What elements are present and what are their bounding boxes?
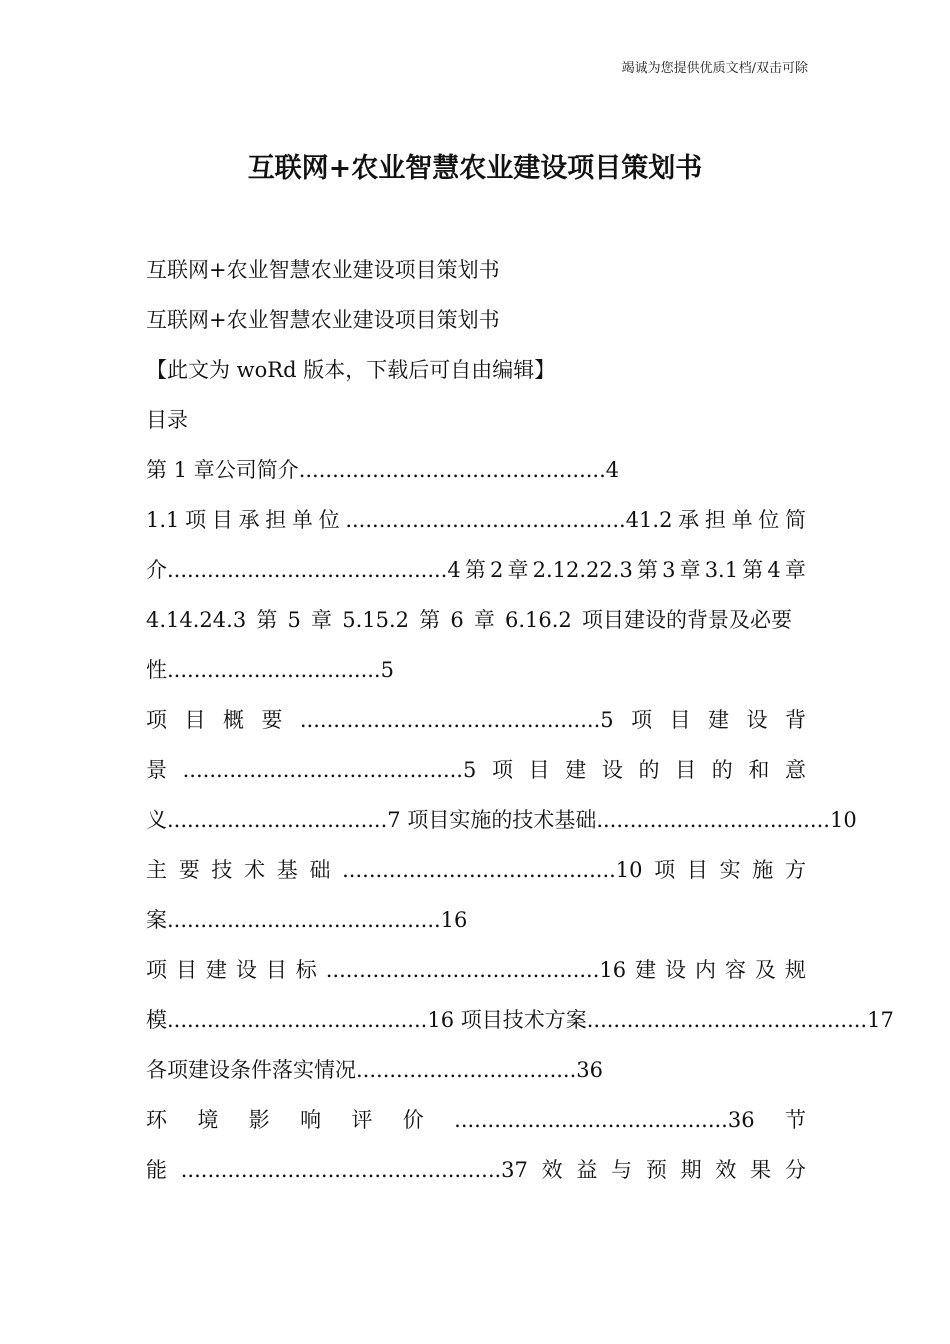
toc-segment: 分 <box>784 1158 806 1182</box>
toc-segment: 概 <box>222 708 244 732</box>
toc-segment: 第 <box>636 558 658 582</box>
toc-segment: 项 <box>146 958 167 982</box>
toc-segment: 目 <box>528 758 550 782</box>
toc-segment: 响 <box>300 1108 322 1132</box>
toc-segment: 与 <box>611 1158 633 1182</box>
toc-segment: 位 <box>758 508 780 532</box>
toc-segment: 2.12.22.3 <box>532 558 633 582</box>
body-line-1: 互联网+农业智慧农业建设项目策划书 <box>146 258 500 282</box>
toc-segment: 3 <box>662 558 676 582</box>
toc-segment: 和 <box>748 758 770 782</box>
edit-note-line: 【此文为 woRd 版本，下载后可自由编辑】 <box>146 358 556 382</box>
toc-segment: 4.14.24.3 <box>146 608 247 632</box>
toc-segment: 及 <box>754 958 776 982</box>
toc-segment: 环 <box>146 1108 167 1132</box>
toc-segment: 担 <box>265 508 287 532</box>
toc-line-18 <box>146 1105 806 1135</box>
toc-line-7 <box>146 555 806 585</box>
toc-segment: 第 <box>419 608 441 632</box>
toc-segment: 项 <box>654 858 676 882</box>
toc-segment: 内 <box>695 958 716 982</box>
toc-segment: 1.1 <box>146 508 180 532</box>
toc-segment: 目 <box>211 508 233 532</box>
toc-segment: 项 <box>146 708 167 732</box>
toc-line-15 <box>146 955 806 985</box>
toc-segment: 6 <box>450 608 464 632</box>
toc-segment: ................................................37 <box>180 1158 528 1182</box>
toc-segment: 目 <box>184 708 206 732</box>
toc-segment: 第 <box>464 558 486 582</box>
toc-segment: 章 <box>507 558 529 582</box>
toc-segment: 基 <box>276 858 298 882</box>
toc-segment: 效 <box>715 1158 737 1182</box>
toc-segment: 技 <box>211 858 233 882</box>
toc-segment: 期 <box>680 1158 702 1182</box>
toc-segment: 方 <box>784 858 806 882</box>
toc-segment: 目 <box>686 858 708 882</box>
toc-segment: 承 <box>238 508 260 532</box>
toc-segment: 能 <box>146 1158 167 1182</box>
toc-segment: 建 <box>565 758 587 782</box>
toc-segment: 施 <box>752 858 774 882</box>
toc-segment: 项目建设的背景及必要 <box>581 608 792 632</box>
toc-segment: 景 <box>146 758 167 782</box>
toc-line-14: 案.........................................16 <box>146 908 468 932</box>
toc-segment: 章 <box>679 558 701 582</box>
toc-segment: 实 <box>719 858 741 882</box>
toc-segment: 的 <box>638 758 660 782</box>
toc-segment: 评 <box>351 1108 373 1132</box>
toc-segment: 单 <box>291 508 313 532</box>
toc-line-13 <box>146 855 806 885</box>
toc-segment: 境 <box>197 1108 219 1132</box>
toc-segment: 容 <box>724 958 746 982</box>
toc-segment: 简 <box>784 508 806 532</box>
toc-line-19 <box>146 1155 806 1185</box>
toc-segment: 目 <box>265 958 287 982</box>
toc-segment: 建 <box>635 958 657 982</box>
toc-segment: 设 <box>235 958 257 982</box>
toc-segment: 目 <box>175 958 197 982</box>
toc-segment: 目 <box>669 708 691 732</box>
toc-segment: 影 <box>248 1108 270 1132</box>
toc-line-9: 性................................5 <box>146 658 394 682</box>
toc-segment: 建 <box>205 958 227 982</box>
toc-segment: 意 <box>784 758 806 782</box>
toc-segment: 项 <box>631 708 653 732</box>
toc-segment: 4 <box>767 558 781 582</box>
toc-segment: 规 <box>784 958 806 982</box>
toc-segment: 果 <box>750 1158 772 1182</box>
toc-line-6 <box>146 505 806 535</box>
header-note: 竭诚为您提供优质文档/双击可除 <box>621 61 808 76</box>
toc-segment: 的 <box>711 758 733 782</box>
toc-segment: 介..........................................4 <box>146 558 461 582</box>
toc-segment: 3.1 <box>704 558 739 582</box>
toc-segment: .........................................16 <box>325 958 627 982</box>
document-title: 互联网+农业智慧农业建设项目策划书 <box>247 153 703 184</box>
toc-segment: 设 <box>601 758 623 782</box>
toc-line-12: 义.................................7 项目实施的技术基础...................................10 <box>146 808 857 832</box>
toc-segment: 背 <box>784 708 806 732</box>
toc-segment: 章 <box>311 608 333 632</box>
toc-segment: 效 <box>541 1158 563 1182</box>
toc-line-16: 模.......................................16 项目技术方案..........................................17 <box>146 1008 894 1032</box>
toc-line-11 <box>146 755 806 785</box>
toc-segment: 预 <box>645 1158 667 1182</box>
toc-segment: 标 <box>295 958 317 982</box>
toc-segment: 主 <box>146 858 167 882</box>
toc-segment: 承 <box>678 508 700 532</box>
toc-segment: 设 <box>665 958 687 982</box>
toc-segment: 要 <box>178 858 200 882</box>
toc-segment: 5 <box>287 608 301 632</box>
toc-segment: 项 <box>491 758 513 782</box>
toc-segment: .........................................10 <box>342 858 643 882</box>
toc-segment: 要 <box>261 708 283 732</box>
toc-segment: 项 <box>185 508 207 532</box>
toc-segment: 础 <box>309 858 331 882</box>
toc-segment: 6.16.2 <box>505 608 572 632</box>
toc-heading: 目录 <box>146 408 188 432</box>
toc-segment: 第 <box>256 608 278 632</box>
toc-line-8 <box>146 605 792 635</box>
toc-segment: 5.15.2 <box>342 608 409 632</box>
toc-segment: 章 <box>473 608 495 632</box>
toc-segment: 目 <box>675 758 697 782</box>
toc-segment: 第 <box>742 558 764 582</box>
toc-segment: .........................................36 <box>454 1108 755 1132</box>
toc-segment: .............................................5 <box>299 708 614 732</box>
toc-segment: 位 <box>318 508 340 532</box>
toc-segment: 术 <box>244 858 266 882</box>
toc-segment: 2 <box>489 558 504 582</box>
toc-segment: ..........................................5 <box>182 758 477 782</box>
toc-segment: 单 <box>731 508 753 532</box>
body-line-2: 互联网+农业智慧农业建设项目策划书 <box>146 308 500 332</box>
toc-segment: 价 <box>402 1108 424 1132</box>
toc-segment: 设 <box>746 708 768 732</box>
toc-segment: 建 <box>708 708 730 732</box>
toc-segment: 益 <box>576 1158 598 1182</box>
toc-entry-chapter-1: 第 1 章公司简介..............................................4 <box>146 458 620 482</box>
toc-segment: ..........................................41.2 <box>345 508 673 532</box>
toc-segment: 节 <box>784 1108 806 1132</box>
toc-line-10 <box>146 705 806 735</box>
toc-segment: 章 <box>784 558 806 582</box>
toc-segment: 担 <box>704 508 726 532</box>
toc-line-17: 各项建设条件落实情况.................................36 <box>146 1058 604 1082</box>
